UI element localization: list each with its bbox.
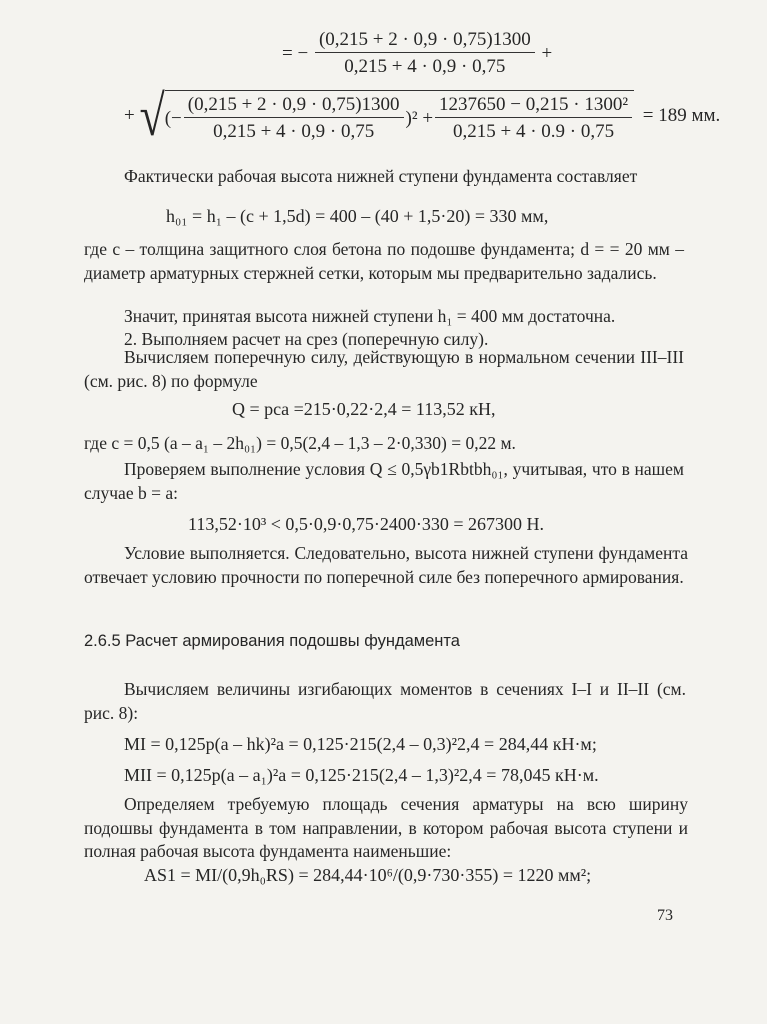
paragraph-10: Определяем требуемую площадь сечения арматуры на всю ширину подошвы фундамента в том направлении, в котором рабочая высота ступени и полная рабочая высота фундамента наименьшие: [84,794,688,861]
paragraph-8: Условие выполняется. Следовательно, высота нижней ступени фундамента отвечает условию прочности по поперечной силе без поперечного армирования. [84,543,688,587]
equation-3: h₀₁ = h₁ – (c + 1,5d) = 400 – (40 + 1,5·20) = 330 мм, [166,206,549,226]
eq2-open: (− [164,107,182,129]
section-heading: 2.6.5 Расчет армирования подошвы фундамента [84,632,460,650]
equation-6: MI = 0,125p(a – hk)²a = 0,125·215(2,4 – 0,3)²2,4 = 284,44 кН·м; [124,734,597,754]
equation-1 [282,30,552,76]
eq2-f2-numerator: 1237650 − 0,215 · 1300² [435,95,632,118]
equation-8: AS1 = MI/(0,9h₀RS) = 284,44·10⁶/(0,9·730·355) = 1220 мм²; [144,865,592,885]
eq2-f1-denominator: 0,215 + 4 · 0,9 · 0,75 [213,121,375,142]
eq1-numerator: (0,215 + 2 · 0,9 · 0,75)1300 [315,30,535,53]
radicand [165,90,634,141]
paragraph-5: Вычисляем поперечную силу, действующую в нормальном сечении III–III (см. рис. 8) по формуле [84,347,684,391]
eq1-tail: + [541,42,553,64]
eq2-f2-denominator: 0,215 + 4 · 0.9 · 0,75 [452,121,615,142]
paragraph-9: Вычисляем величины изгибающих моментов в сечениях I–I и II–II (см. рис. 8): [84,679,686,723]
equation-7: MII = 0,125p(a – a₁)²a = 0,125·215(2,4 – 1,3)²2,4 = 78,045 кН·м. [124,765,599,785]
page-number: 73 [657,907,673,924]
eq2-f1-numerator: (0,215 + 2 · 0,9 · 0,75)1300 [184,95,404,118]
eq2-lead: + [124,105,135,126]
eq1-lead: = − [282,42,309,64]
paragraph-2: где c – толщина защитного слоя бетона по подошве фундамента; d = = 20 мм – диаметр арматурных стержней сетки, которым мы предварительно задались. [84,239,684,283]
eq2-fraction-2 [435,95,632,141]
eq2-close: )² + [405,107,434,129]
equation-4: Q = pca =215·0,22·2,4 = 113,52 кН, [232,399,496,419]
radical-sign: √ [139,83,165,147]
eq2-fraction-1 [184,95,404,141]
paragraph-3: Значит, принятая высота нижней ступени h₁ = 400 мм достаточна. [124,306,616,326]
paragraph-4: 2. Выполняем расчет на срез (поперечную силу). [124,329,489,349]
eq1-denominator: 0,215 + 4 · 0,9 · 0,75 [344,56,506,77]
paragraph-1: Фактически рабочая высота нижней ступени фундамента составляет [124,166,638,186]
eq2-result: = 189 мм. [642,105,721,126]
paragraph-6: где c = 0,5 (a – a₁ – 2h₀₁) = 0,5(2,4 – 1,3 – 2·0,330) = 0,22 м. [84,433,516,453]
equation-2 [124,83,721,147]
square-root [139,83,634,147]
paragraph-7: Проверяем выполнение условия Q ≤ 0,5γb1Rbtbh₀₁, учитывая, что в нашем случае b = a: [84,459,684,503]
eq1-fraction [315,30,535,76]
equation-5: 113,52·10³ < 0,5·0,9·0,75·2400·330 = 267300 Н. [188,514,545,534]
